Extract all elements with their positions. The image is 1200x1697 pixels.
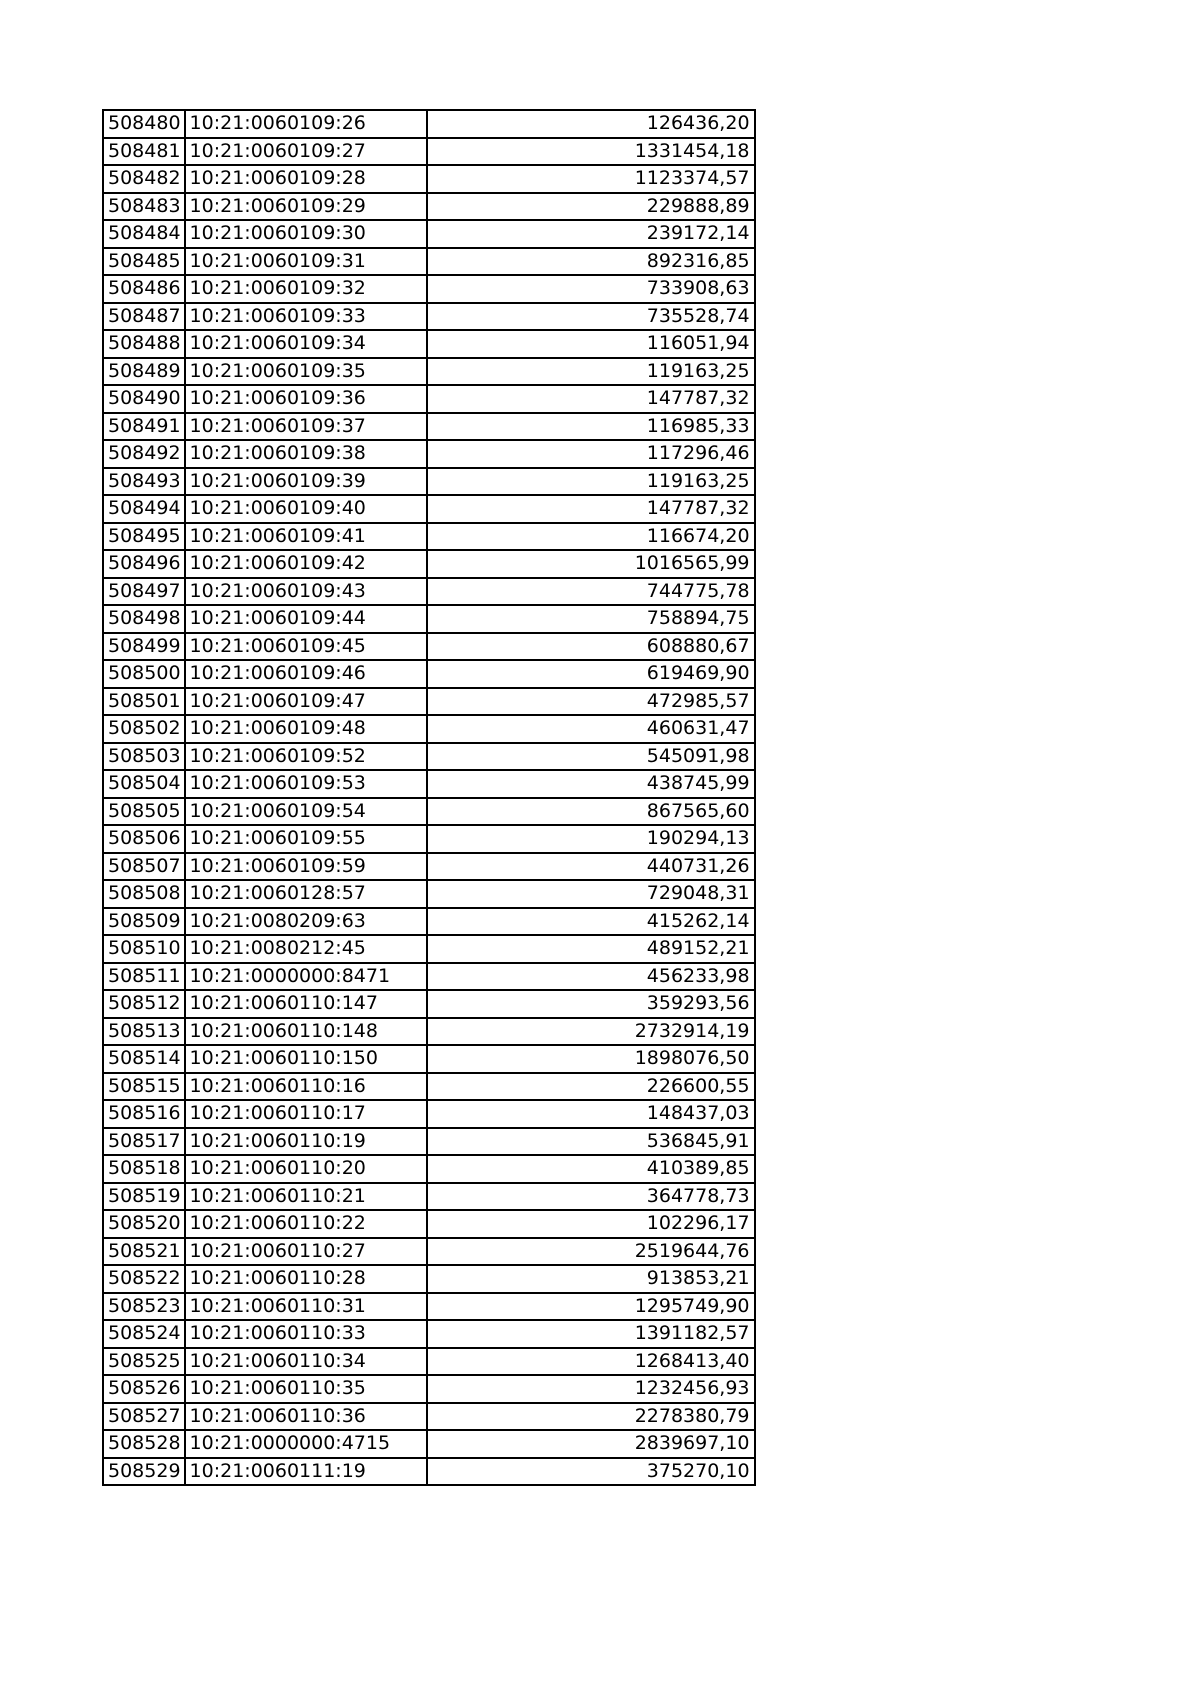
cadastral-number-cell: 10:21:0060110:33 (185, 1320, 427, 1348)
table-row (103, 908, 755, 936)
table-row (103, 1403, 755, 1431)
value-cell: 147787,32 (427, 385, 755, 413)
row-number-cell: 508516 (103, 1100, 185, 1128)
value-cell: 460631,47 (427, 715, 755, 743)
cadastral-number-cell: 10:21:0060109:28 (185, 165, 427, 193)
cadastral-number-cell: 10:21:0000000:8471 (185, 963, 427, 991)
cadastral-number-cell: 10:21:0060110:35 (185, 1375, 427, 1403)
table-row (103, 935, 755, 963)
row-number-cell: 508517 (103, 1128, 185, 1156)
value-cell: 147787,32 (427, 495, 755, 523)
table-row (103, 1073, 755, 1101)
cadastral-number-cell: 10:21:0080212:45 (185, 935, 427, 963)
value-cell: 1016565,99 (427, 550, 755, 578)
row-number-cell: 508486 (103, 275, 185, 303)
table-row (103, 1183, 755, 1211)
row-number-cell: 508490 (103, 385, 185, 413)
table-row (103, 688, 755, 716)
row-number-cell: 508518 (103, 1155, 185, 1183)
value-cell: 440731,26 (427, 853, 755, 881)
value-cell: 619469,90 (427, 660, 755, 688)
row-number-cell: 508481 (103, 138, 185, 166)
table-row (103, 303, 755, 331)
value-cell: 359293,56 (427, 990, 755, 1018)
row-number-cell: 508502 (103, 715, 185, 743)
row-number-cell: 508513 (103, 1018, 185, 1046)
row-number-cell: 508497 (103, 578, 185, 606)
cadastral-number-cell: 10:21:0060109:35 (185, 358, 427, 386)
table-row (103, 248, 755, 276)
table-row (103, 633, 755, 661)
row-number-cell: 508509 (103, 908, 185, 936)
value-cell: 116674,20 (427, 523, 755, 551)
value-cell: 2839697,10 (427, 1430, 755, 1458)
row-number-cell: 508503 (103, 743, 185, 771)
row-number-cell: 508487 (103, 303, 185, 331)
value-cell: 1123374,57 (427, 165, 755, 193)
table-row (103, 825, 755, 853)
row-number-cell: 508527 (103, 1403, 185, 1431)
value-cell: 126436,20 (427, 110, 755, 138)
row-number-cell: 508480 (103, 110, 185, 138)
row-number-cell: 508520 (103, 1210, 185, 1238)
table-row (103, 798, 755, 826)
cadastral-number-cell: 10:21:0060110:19 (185, 1128, 427, 1156)
row-number-cell: 508507 (103, 853, 185, 881)
table-body (103, 110, 755, 1485)
row-number-cell: 508523 (103, 1293, 185, 1321)
cadastral-number-cell: 10:21:0060110:16 (185, 1073, 427, 1101)
value-cell: 867565,60 (427, 798, 755, 826)
cadastral-number-cell: 10:21:0060110:17 (185, 1100, 427, 1128)
table-row (103, 550, 755, 578)
row-number-cell: 508525 (103, 1348, 185, 1376)
row-number-cell: 508515 (103, 1073, 185, 1101)
table-row (103, 1045, 755, 1073)
value-cell: 119163,25 (427, 358, 755, 386)
table-row (103, 193, 755, 221)
value-cell: 2732914,19 (427, 1018, 755, 1046)
table-row (103, 1018, 755, 1046)
row-number-cell: 508499 (103, 633, 185, 661)
value-cell: 536845,91 (427, 1128, 755, 1156)
row-number-cell: 508528 (103, 1430, 185, 1458)
table-row (103, 385, 755, 413)
cadastral-number-cell: 10:21:0060109:37 (185, 413, 427, 441)
cadastral-number-cell: 10:21:0060109:41 (185, 523, 427, 551)
cadastral-number-cell: 10:21:0060110:28 (185, 1265, 427, 1293)
row-number-cell: 508484 (103, 220, 185, 248)
cadastral-number-cell: 10:21:0060110:147 (185, 990, 427, 1018)
cadastral-number-cell: 10:21:0060111:19 (185, 1458, 427, 1486)
value-cell: 892316,85 (427, 248, 755, 276)
value-cell: 913853,21 (427, 1265, 755, 1293)
row-number-cell: 508485 (103, 248, 185, 276)
row-number-cell: 508506 (103, 825, 185, 853)
row-number-cell: 508504 (103, 770, 185, 798)
cadastral-number-cell: 10:21:0060109:46 (185, 660, 427, 688)
table-row (103, 138, 755, 166)
value-cell: 119163,25 (427, 468, 755, 496)
table-row (103, 220, 755, 248)
value-cell: 545091,98 (427, 743, 755, 771)
table-row (103, 715, 755, 743)
cadastral-number-cell: 10:21:0060109:39 (185, 468, 427, 496)
row-number-cell: 508512 (103, 990, 185, 1018)
cadastral-number-cell: 10:21:0060109:43 (185, 578, 427, 606)
row-number-cell: 508524 (103, 1320, 185, 1348)
cadastral-number-cell: 10:21:0060110:22 (185, 1210, 427, 1238)
table-row (103, 1348, 755, 1376)
cadastral-number-cell: 10:21:0060109:52 (185, 743, 427, 771)
row-number-cell: 508495 (103, 523, 185, 551)
cadastral-number-cell: 10:21:0060109:44 (185, 605, 427, 633)
row-number-cell: 508489 (103, 358, 185, 386)
cadastral-number-cell: 10:21:0060109:48 (185, 715, 427, 743)
row-number-cell: 508510 (103, 935, 185, 963)
value-cell: 190294,13 (427, 825, 755, 853)
value-cell: 758894,75 (427, 605, 755, 633)
table-row (103, 1430, 755, 1458)
cadastral-number-cell: 10:21:0060109:34 (185, 330, 427, 358)
cadastral-number-cell: 10:21:0060110:148 (185, 1018, 427, 1046)
value-cell: 364778,73 (427, 1183, 755, 1211)
value-cell: 1391182,57 (427, 1320, 755, 1348)
table-row (103, 1458, 755, 1486)
table-row (103, 853, 755, 881)
value-cell: 116051,94 (427, 330, 755, 358)
table-row (103, 743, 755, 771)
table-row (103, 770, 755, 798)
value-cell: 729048,31 (427, 880, 755, 908)
table-row (103, 578, 755, 606)
row-number-cell: 508529 (103, 1458, 185, 1486)
table-row (103, 605, 755, 633)
cadastral-number-cell: 10:21:0060110:21 (185, 1183, 427, 1211)
cadastral-number-cell: 10:21:0060109:47 (185, 688, 427, 716)
row-number-cell: 508491 (103, 413, 185, 441)
row-number-cell: 508514 (103, 1045, 185, 1073)
cadastral-number-cell: 10:21:0060109:55 (185, 825, 427, 853)
table-row (103, 880, 755, 908)
value-cell: 148437,03 (427, 1100, 755, 1128)
row-number-cell: 508505 (103, 798, 185, 826)
value-cell: 116985,33 (427, 413, 755, 441)
value-cell: 1232456,93 (427, 1375, 755, 1403)
value-cell: 1268413,40 (427, 1348, 755, 1376)
cadastral-number-cell: 10:21:0060109:27 (185, 138, 427, 166)
table-row (103, 1375, 755, 1403)
table-row (103, 165, 755, 193)
row-number-cell: 508508 (103, 880, 185, 908)
table-row (103, 660, 755, 688)
cadastral-number-cell: 10:21:0000000:4715 (185, 1430, 427, 1458)
table-row (103, 1238, 755, 1266)
value-cell: 102296,17 (427, 1210, 755, 1238)
value-cell: 608880,67 (427, 633, 755, 661)
cadastral-number-cell: 10:21:0060109:30 (185, 220, 427, 248)
cadastral-number-cell: 10:21:0060109:29 (185, 193, 427, 221)
cadastral-number-cell: 10:21:0060109:40 (185, 495, 427, 523)
row-number-cell: 508500 (103, 660, 185, 688)
table-row (103, 1100, 755, 1128)
cadastral-number-cell: 10:21:0060109:45 (185, 633, 427, 661)
cadastral-number-cell: 10:21:0060110:150 (185, 1045, 427, 1073)
cadastral-number-cell: 10:21:0060109:59 (185, 853, 427, 881)
row-number-cell: 508483 (103, 193, 185, 221)
cadastral-number-cell: 10:21:0060109:33 (185, 303, 427, 331)
table-row (103, 275, 755, 303)
value-cell: 733908,63 (427, 275, 755, 303)
cadastral-number-cell: 10:21:0060110:27 (185, 1238, 427, 1266)
row-number-cell: 508501 (103, 688, 185, 716)
value-cell: 1898076,50 (427, 1045, 755, 1073)
row-number-cell: 508511 (103, 963, 185, 991)
cadastral-number-cell: 10:21:0060109:54 (185, 798, 427, 826)
cadastral-number-cell: 10:21:0060109:38 (185, 440, 427, 468)
table-row (103, 358, 755, 386)
value-cell: 1331454,18 (427, 138, 755, 166)
row-number-cell: 508494 (103, 495, 185, 523)
table-row (103, 963, 755, 991)
cadastral-number-cell: 10:21:0060110:20 (185, 1155, 427, 1183)
table-row (103, 413, 755, 441)
cadastral-number-cell: 10:21:0060109:32 (185, 275, 427, 303)
table-row (103, 990, 755, 1018)
table-row (103, 1320, 755, 1348)
value-cell: 229888,89 (427, 193, 755, 221)
value-cell: 744775,78 (427, 578, 755, 606)
value-cell: 489152,21 (427, 935, 755, 963)
value-cell: 2278380,79 (427, 1403, 755, 1431)
data-table (102, 109, 756, 1486)
table-row (103, 1210, 755, 1238)
row-number-cell: 508521 (103, 1238, 185, 1266)
cadastral-number-cell: 10:21:0060109:42 (185, 550, 427, 578)
value-cell: 226600,55 (427, 1073, 755, 1101)
table-row (103, 440, 755, 468)
value-cell: 735528,74 (427, 303, 755, 331)
table-row (103, 1128, 755, 1156)
cadastral-number-cell: 10:21:0060109:36 (185, 385, 427, 413)
value-cell: 456233,98 (427, 963, 755, 991)
cadastral-number-cell: 10:21:0080209:63 (185, 908, 427, 936)
row-number-cell: 508492 (103, 440, 185, 468)
table-row (103, 1265, 755, 1293)
table-row (103, 1293, 755, 1321)
row-number-cell: 508488 (103, 330, 185, 358)
value-cell: 415262,14 (427, 908, 755, 936)
table-row (103, 495, 755, 523)
value-cell: 239172,14 (427, 220, 755, 248)
value-cell: 2519644,76 (427, 1238, 755, 1266)
cadastral-number-cell: 10:21:0060109:26 (185, 110, 427, 138)
row-number-cell: 508498 (103, 605, 185, 633)
table-row (103, 330, 755, 358)
table-row (103, 468, 755, 496)
value-cell: 1295749,90 (427, 1293, 755, 1321)
cadastral-number-cell: 10:21:0060110:36 (185, 1403, 427, 1431)
cadastral-number-cell: 10:21:0060110:31 (185, 1293, 427, 1321)
value-cell: 375270,10 (427, 1458, 755, 1486)
row-number-cell: 508482 (103, 165, 185, 193)
value-cell: 410389,85 (427, 1155, 755, 1183)
cadastral-number-cell: 10:21:0060128:57 (185, 880, 427, 908)
row-number-cell: 508493 (103, 468, 185, 496)
table-row (103, 1155, 755, 1183)
value-cell: 438745,99 (427, 770, 755, 798)
cadastral-number-cell: 10:21:0060109:53 (185, 770, 427, 798)
value-cell: 472985,57 (427, 688, 755, 716)
table-row (103, 523, 755, 551)
row-number-cell: 508496 (103, 550, 185, 578)
value-cell: 117296,46 (427, 440, 755, 468)
table-row (103, 110, 755, 138)
cadastral-number-cell: 10:21:0060110:34 (185, 1348, 427, 1376)
cadastral-number-cell: 10:21:0060109:31 (185, 248, 427, 276)
row-number-cell: 508519 (103, 1183, 185, 1211)
row-number-cell: 508522 (103, 1265, 185, 1293)
row-number-cell: 508526 (103, 1375, 185, 1403)
